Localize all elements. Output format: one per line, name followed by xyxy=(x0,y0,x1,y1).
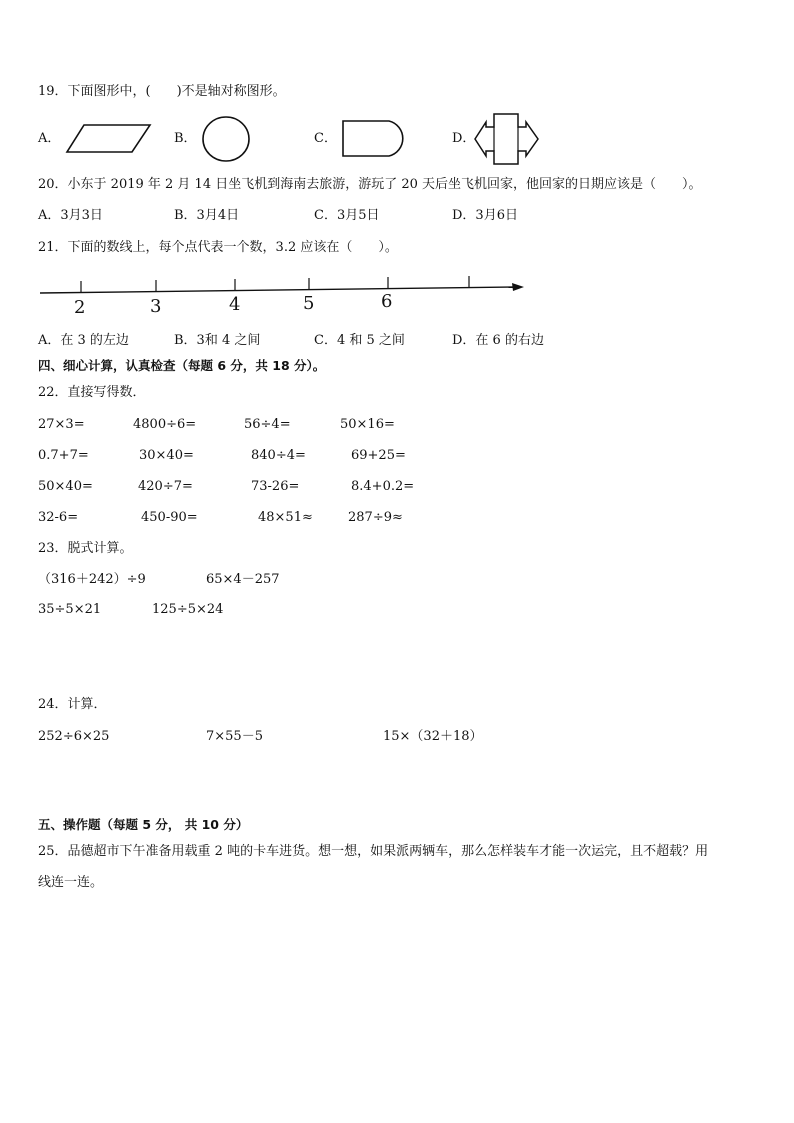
q25-line-2: 线连一连。 xyxy=(38,875,104,890)
q23-stem: 23．脱式计算。 xyxy=(38,541,133,556)
q21-stem: 21．下面的数线上，每个点代表一个数，3.2 应该在（ ）。 xyxy=(38,240,398,255)
q19-option-c-label: C． xyxy=(314,131,337,146)
q20-option-b: B．3月4日 xyxy=(174,208,240,223)
number-line xyxy=(38,270,528,320)
q22-r2-c2: 30×40= xyxy=(139,448,194,463)
q22-r4-c1: 32-6= xyxy=(38,510,79,525)
q24-item-1: 252÷6×25 xyxy=(38,729,110,744)
q21-option-d: D．在 6 的右边 xyxy=(452,333,544,348)
q22-r3-c3: 73-26= xyxy=(251,479,300,494)
q22-r3-c2: 420÷7= xyxy=(138,479,193,494)
q23-item-2: 65×4－257 xyxy=(206,572,280,587)
number-line-label-2: 2 xyxy=(74,297,86,318)
q22-stem: 22．直接写得数． xyxy=(38,385,146,400)
number-line-label-5: 5 xyxy=(303,293,315,314)
number-line-label-3: 3 xyxy=(150,296,162,317)
q20-stem: 20．小东于 2019 年 2 月 14 日坐飞机到海南去旅游，游玩了 20 天后坐飞机回家，他回家的日期应该是（ ）。 xyxy=(38,177,702,192)
q22-r1-c4: 50×16= xyxy=(340,417,395,432)
q22-r1-c2: 4800÷6= xyxy=(133,417,197,432)
q22-r3-c4: 8.4+0.2= xyxy=(351,479,415,494)
q20-option-c: C．3月5日 xyxy=(314,208,380,223)
q21-option-c: C．4 和 5 之间 xyxy=(314,333,405,348)
q23-item-4: 125÷5×24 xyxy=(152,602,224,617)
q24-item-3: 15×（32＋18） xyxy=(383,729,483,744)
q22-r3-c1: 50×40= xyxy=(38,479,93,494)
q22-r1-c1: 27×3= xyxy=(38,417,85,432)
circle-icon xyxy=(202,116,252,162)
q22-r2-c1: 0.7+7= xyxy=(38,448,89,463)
q23-item-1: （316＋242）÷9 xyxy=(38,572,146,587)
q22-r4-c2: 450-90= xyxy=(141,510,198,525)
q20-option-a: A．3月3日 xyxy=(38,208,103,223)
q22-r2-c4: 69+25= xyxy=(351,448,406,463)
q19-option-a-label: A． xyxy=(38,131,61,146)
q19-option-d-label: D． xyxy=(452,131,476,146)
number-line-label-4: 4 xyxy=(229,294,241,315)
q20-option-d: D．3月6日 xyxy=(452,208,518,223)
q22-r2-c3: 840÷4= xyxy=(251,448,306,463)
q22-r1-c3: 56÷4= xyxy=(244,417,291,432)
q25-line-1: 25．品德超市下午准备用载重 2 吨的卡车进货。想一想，如果派两辆车，那么怎样装车才能一次运完，且不超载？用 xyxy=(38,844,709,859)
q23-item-3: 35÷5×21 xyxy=(38,602,102,617)
number-line-label-6: 6 xyxy=(381,291,393,312)
section4-heading: 四、细心计算，认真检查（每题 6 分，共 18 分）。 xyxy=(38,358,326,373)
cross-with-arrows-icon xyxy=(474,113,540,165)
q22-r4-c4: 287÷9≈ xyxy=(348,510,403,525)
q24-item-2: 7×55－5 xyxy=(206,729,263,744)
half-stadium-icon xyxy=(341,119,411,159)
section5-heading: 五、操作题（每题 5 分， 共 10 分） xyxy=(38,817,249,832)
q19-option-b-label: B． xyxy=(174,131,197,146)
q21-option-b: B．3和 4 之间 xyxy=(174,333,261,348)
q22-r4-c3: 48×51≈ xyxy=(258,510,313,525)
q24-stem: 24．计算． xyxy=(38,697,107,712)
q21-option-a: A．在 3 的左边 xyxy=(38,333,129,348)
parallelogram-icon xyxy=(66,124,152,154)
q19-stem: 19．下面图形中，( )不是轴对称图形。 xyxy=(38,84,286,99)
